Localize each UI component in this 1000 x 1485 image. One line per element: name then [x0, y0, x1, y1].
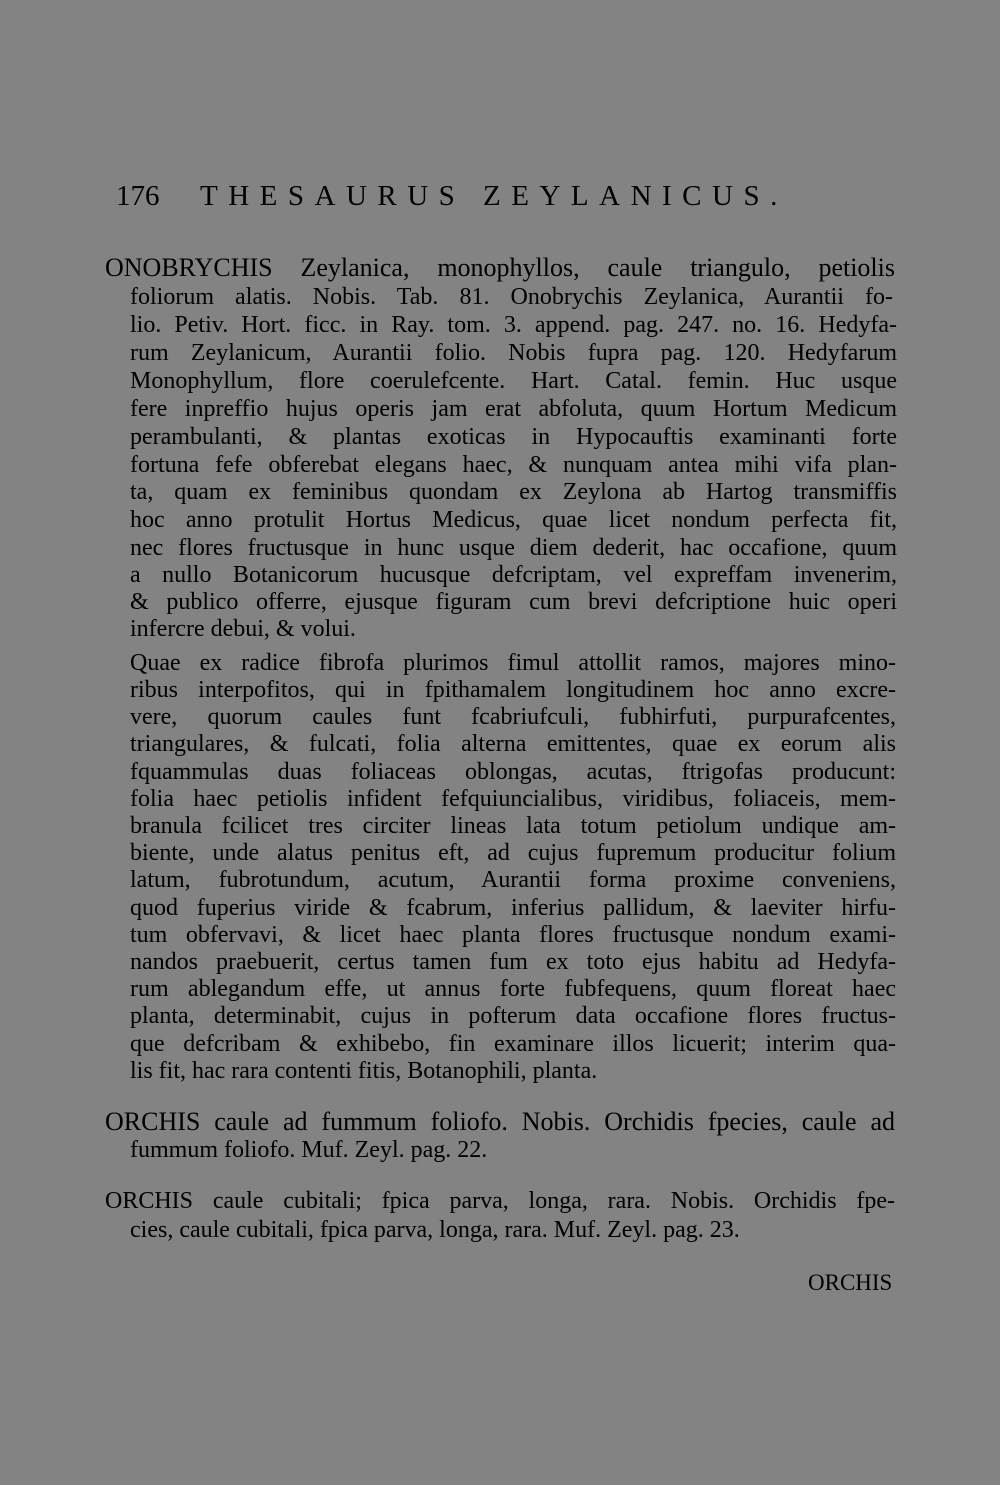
text-line: ribus interpofitos, qui in fpithamalem longitudinem hoc anno excre- — [130, 677, 896, 703]
text-line: latum, fubrotundum, acutum, Aurantii forma proxime conveniens, — [130, 867, 896, 893]
text-line: vere, quorum caules funt fcabriufculi, fubhirfuti, purpurafcentes, — [130, 704, 896, 730]
text-line: perambulanti, & plantas exoticas in Hypocauftis examinanti forte — [130, 424, 897, 450]
text-line: rum ablegandum effe, ut annus forte fubfequens, quum floreat haec — [130, 976, 896, 1002]
text-line: biente, unde alatus penitus eft, ad cujus fupremum producitur folium — [130, 840, 896, 866]
text-line: hoc anno protulit Hortus Medicus, quae licet nondum perfecta fit, — [130, 507, 897, 533]
text-line: ORCHIS caule ad fummum foliofo. Nobis. Orchidis fpecies, caule ad — [105, 1108, 895, 1136]
text-line: ta, quam ex feminibus quondam ex Zeylona ab Hartog transmiffis — [130, 479, 897, 505]
text-line: foliorum alatis. Nobis. Tab. 81. Onobrychis Zeylanica, Aurantii fo- — [130, 284, 893, 310]
text-line: nandos praebuerit, certus tamen fum ex toto ejus habitu ad Hedyfa- — [130, 949, 896, 975]
page-header — [116, 178, 906, 218]
text-line: que defcribam & exhibebo, fin examinare illos licuerit; interim qua- — [130, 1031, 896, 1057]
text-line: ORCHIS caule cubitali; fpica parva, longa, rara. Nobis. Orchidis fpe- — [105, 1188, 895, 1214]
text-line: Quae ex radice fibrofa plurimos fimul attollit ramos, majores mino- — [130, 650, 896, 676]
text-line: fortuna fefe obferebat elegans haec, & nunquam antea mihi vifa plan- — [130, 452, 897, 478]
text-line: lio. Petiv. Hort. ficc. in Ray. tom. 3. append. pag. 247. no. 16. Hedyfa- — [130, 312, 897, 338]
text-line: & publico offerre, ejusque figuram cum brevi defcriptione huic operi — [130, 589, 897, 615]
text-line: tum obfervavi, & licet haec planta flores fructusque nondum exami- — [130, 922, 896, 948]
text-line: fquammulas duas foliaceas oblongas, acutas, ftrigofas producunt: — [130, 759, 896, 785]
text-line: cies, caule cubitali, fpica parva, longa, rara. Muf. Zeyl. pag. 23. — [130, 1217, 740, 1243]
catchword: ORCHIS — [808, 1270, 893, 1295]
page-number: 176 — [116, 180, 160, 212]
text-line: nec flores fructusque in hunc usque diem dederit, hac occafione, quum — [130, 535, 897, 561]
text-line: Monophyllum, flore coerulefcente. Hart. Catal. femin. Huc usque — [130, 368, 897, 394]
text-line: planta, determinabit, cujus in pofterum data occafione flores fructus- — [130, 1003, 896, 1029]
text-line: fummum foliofo. Muf. Zeyl. pag. 22. — [130, 1137, 488, 1163]
text-line: rum Zeylanicum, Aurantii folio. Nobis fupra pag. 120. Hedyfarum — [130, 340, 897, 366]
text-line: ONOBRYCHIS Zeylanica, monophyllos, caule triangulo, petiolis — [105, 254, 895, 282]
running-title: THESAURUS ZEYLANICUS. — [200, 180, 788, 212]
text-line: triangulares, & fulcati, folia alterna emittentes, quae ex eorum alis — [130, 731, 896, 757]
text-line: a nullo Botanicorum hucusque defcriptam, vel expreffam invenerim, — [130, 562, 897, 588]
text-line: infercre debui, & volui. — [130, 616, 356, 642]
text-line: lis fit, hac rara contenti fitis, Botanophili, planta. — [130, 1058, 598, 1084]
text-line: fere inpreffio hujus operis jam erat abfoluta, quum Hortum Medicum — [130, 396, 897, 422]
text-line: branula fcilicet tres circiter lineas lata totum petiolum undique am- — [130, 813, 896, 839]
text-line: quod fuperius viride & fcabrum, inferius pallidum, & laeviter hirfu- — [130, 895, 896, 921]
text-line: folia haec petiolis infident fefquiuncialibus, viridibus, foliaceis, mem- — [130, 786, 896, 812]
